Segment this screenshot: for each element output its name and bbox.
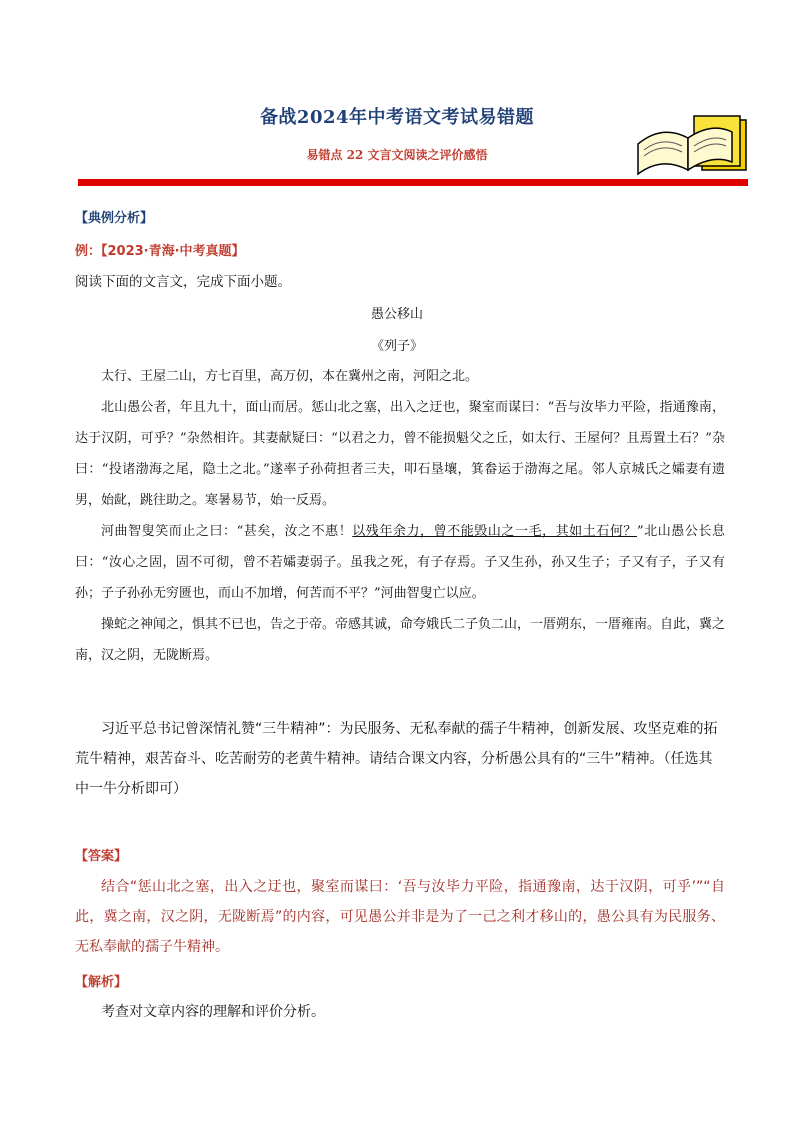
passage-text: ”北山愚公长息曰：“汝心之固，固不可彻，曾不若孀妻弱子。虽我之死，有子存焉。子又生孙，孙又生子；子又有子，子又有孙；子子孙孙无穷匮也，而山不加增，何苦而不平？”河曲智叟亡以应。: [75, 524, 725, 601]
analysis-label: 【解析】: [75, 975, 128, 990]
underlined-sentence: 以残年余力，曾不能毁山之一毛，其如土石何？: [352, 524, 637, 539]
answer-label: 【答案】: [75, 849, 128, 864]
passage-paragraph: [75, 516, 725, 609]
analysis-text: 考查对文章内容的理解和评价分析。: [101, 1004, 325, 1020]
instruction-text: 阅读下面的文言文，完成下面小题。: [75, 274, 291, 290]
classical-passage: [75, 361, 725, 671]
passage-paragraph: 操蛇之神闻之，惧其不已也，告之于帝。帝感其诚，命夸娥氏二子负二山，一厝朔东，一厝雍南。自此，冀之南，汉之阴，无陇断焉。: [75, 617, 726, 663]
passage-text: 河曲智叟笑而止之曰：“甚矣，汝之不惠！: [101, 524, 353, 539]
section-label: 【典例分析】: [75, 211, 154, 226]
passage-paragraph: 北山愚公者，年且九十，面山而居。惩山北之塞，出入之迂也，聚室而谋曰：“吾与汝毕力平险，指通豫南，达于汉阴，可乎？”杂然相许。其妻献疑曰：“以君之力，曾不能损魁父之丘，如太行、王屋何？且焉置土石？”杂曰：“投诸渤海之尾，隐土之北。”遂率子孙荷担者三夫，叩石垦壤，箕畚运于渤海之尾。邻人京城氏之孀妻有遗男，始龀，跳往助之。寒暑易节，始一反焉。: [75, 400, 725, 508]
example-label: 例：【2023·青海·中考真题】: [75, 244, 245, 259]
header-divider: [78, 179, 748, 186]
page-subtitle: 易错点 22 文言文阅读之评价感悟: [306, 148, 488, 162]
answer-text: 结合“惩山北之塞，出入之迂也，聚室而谋曰：‘吾与汝毕力平险，指通豫南，达于汉阴，可乎’”“自此，冀之南，汉之阴，无陇断焉”的内容，可见愚公并非是为了一己之利才移山的，愚公具有为民服务、无私奉献的孺子牛精神。: [75, 879, 725, 955]
passage-paragraph: 太行、王屋二山，方七百里，高万仞，本在冀州之南，河阳之北。: [101, 369, 479, 384]
passage-source: 《列子》: [370, 339, 423, 354]
question-text: 习近平总书记曾深情礼赞“三牛精神”：为民服务、无私奉献的孺子牛精神，创新发展、攻坚克难的拓荒牛精神，艰苦奋斗、吃苦耐劳的老黄牛精神。请结合课文内容，分析愚公具有的“三牛”精神。（任选其中一牛分析即可）: [75, 721, 718, 797]
passage-title: 愚公移山: [370, 307, 423, 322]
open-book-icon: [632, 104, 750, 176]
page-title: 备战2024年中考语文考试易错题: [259, 107, 535, 128]
